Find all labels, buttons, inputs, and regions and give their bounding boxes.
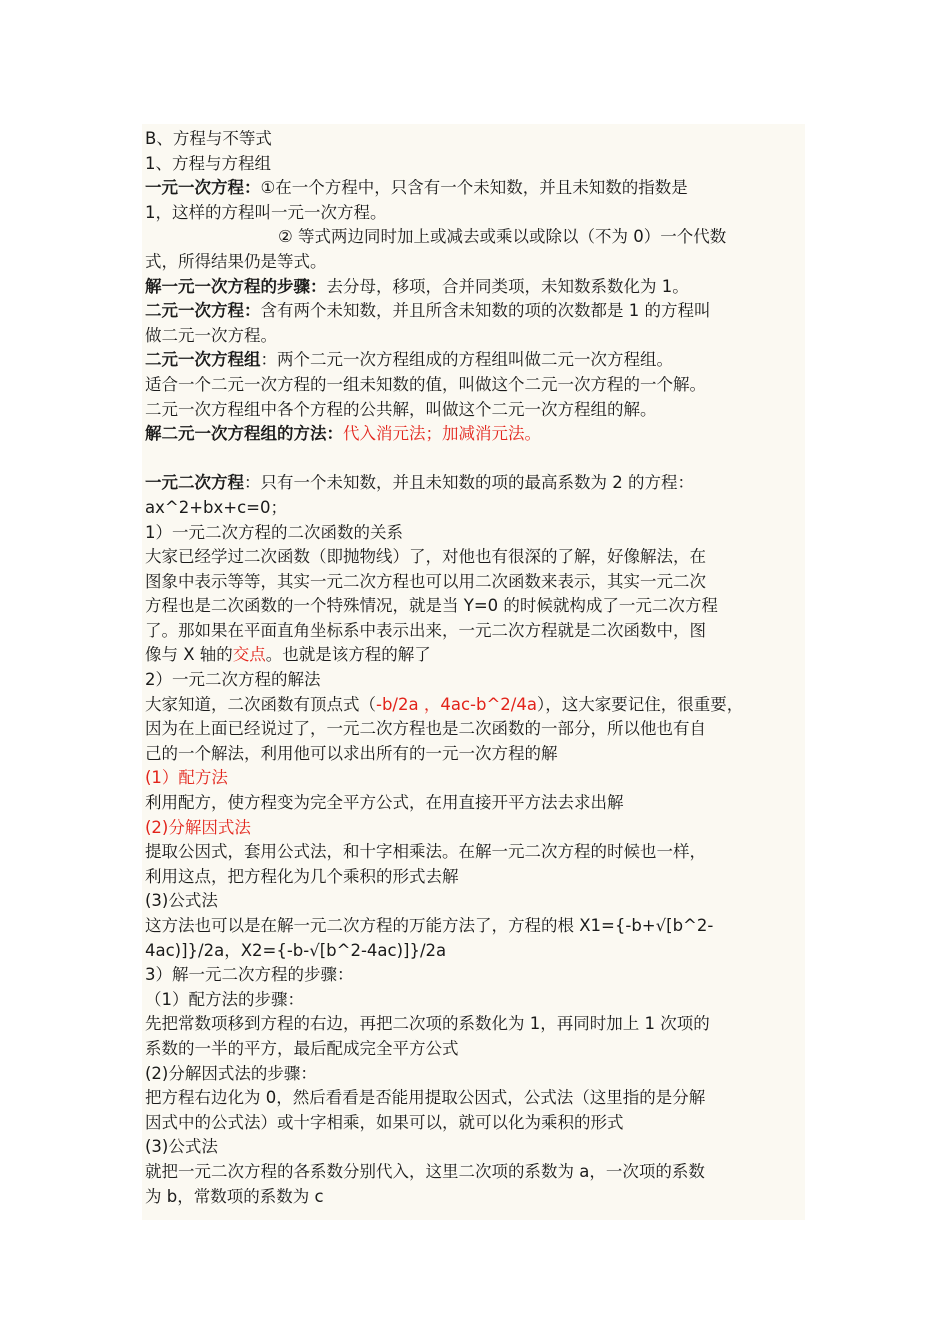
bold-term: 一元一次方程： — [145, 178, 261, 198]
text-line — [145, 201, 835, 226]
highlighted-text: 代入消元法；加减消元法。 — [343, 424, 541, 444]
text-line — [145, 176, 835, 201]
text-line — [145, 324, 835, 349]
text-segment: 图象中表示等等，其实一元二次方程也可以用二次函数来表示，其实一元二次 — [145, 571, 706, 591]
text-segment: ：两个二元一次方程组成的方程组叫做二元一次方程组。 — [260, 350, 673, 370]
text-segment: 去分母，移项，合并同类项，未知数系数化为 1。 — [326, 276, 689, 296]
text-line — [145, 398, 835, 423]
text-segment: 方程也是二次函数的一个特殊情况，就是当 Y=0 的时候就构成了一元二次方程 — [145, 596, 718, 616]
text-segment: 1）一元二次方程的二次函数的关系 — [145, 522, 403, 542]
text-segment: 了。那如果在平面直角坐标系中表示出来，一元二次方程就是二次函数中，图 — [145, 620, 706, 640]
text-line — [145, 471, 835, 496]
text-line — [145, 766, 835, 791]
text-segment: ），这大家要记住，很重要， — [536, 694, 744, 714]
text-line — [145, 742, 835, 767]
text-segment: B、方程与不等式 — [145, 129, 272, 148]
text-segment: 4ac)]}/2a，X2={-b-√[b^2-4ac)]}/2a — [145, 940, 447, 960]
text-line — [145, 225, 835, 250]
text-segment: 利用配方，使方程变为完全平方公式，在用直接开平方法去求出解 — [145, 793, 624, 813]
text-line — [145, 988, 835, 1013]
text-line — [145, 1012, 835, 1037]
text-line — [145, 545, 835, 570]
text-segment: (3)公式法 — [145, 891, 218, 911]
text-segment: 系数的一半的平方，最后配成完全平方公式 — [145, 1038, 459, 1058]
text-line — [145, 521, 835, 546]
text-segment: 己的一个解法，利用他可以求出所有的一元一次方程的解 — [145, 743, 558, 763]
text-segment: 1，这样的方程叫一元一次方程。 — [145, 202, 387, 222]
text-segment: 因为在上面已经说过了，一元二次方程也是二次函数的一部分，所以他也有自 — [145, 719, 706, 739]
text-segment: ①在一个方程中，只含有一个未知数，并且未知数的指数是 — [260, 178, 688, 198]
text-line — [145, 1062, 835, 1087]
text-segment: 像与 X 轴的 — [145, 645, 233, 665]
text-line — [145, 373, 835, 398]
text-segment: 先把常数项移到方程的右边，再把二次项的系数化为 1，再同时加上 1 次项的 — [145, 1014, 710, 1034]
text-segment: 因式中的公式法）或十字相乘，如果可以，就可以化为乘积的形式 — [145, 1112, 624, 1132]
text-segment: 大家已经学过二次函数（即抛物线）了，对他也有很深的了解，好像解法，在 — [145, 547, 706, 567]
text-segment: 把方程右边化为 0，然后看看是否能用提取公因式，公式法（这里指的是分解 — [145, 1088, 706, 1108]
text-line — [145, 889, 835, 914]
text-line — [145, 643, 835, 668]
text-line — [145, 1135, 835, 1160]
text-line — [145, 570, 835, 595]
document-body — [145, 127, 835, 1209]
text-segment: 二元一次方程组中各个方程的公共解，叫做这个二元一次方程组的解。 — [145, 399, 657, 419]
text-segment: 为 b，常数项的系数为 c — [145, 1186, 324, 1206]
highlighted-text: -b/2a ，4ac-b^2/4a — [376, 694, 537, 714]
text-segment: 适合一个二元一次方程的一组未知数的值，叫做这个二元一次方程的一个解。 — [145, 374, 706, 394]
text-line — [145, 914, 835, 939]
text-line — [145, 299, 835, 324]
text-line — [145, 1160, 835, 1185]
text-segment: 这方法也可以是在解一元二次方程的万能方法了，方程的根 X1={-b+√[b^2- — [145, 916, 714, 935]
text-line — [145, 865, 835, 890]
text-segment: 做二元一次方程。 — [145, 325, 277, 345]
text-line — [145, 1185, 835, 1210]
text-line — [145, 840, 835, 865]
text-line — [145, 791, 835, 816]
highlighted-text: 交点 — [232, 645, 266, 665]
highlighted-text: (1）配方法 — [145, 768, 228, 788]
text-line — [145, 594, 835, 619]
blank-line — [145, 447, 835, 472]
text-line — [145, 127, 835, 152]
text-line — [145, 668, 835, 693]
bold-term: 解二元一次方程组的方法： — [145, 424, 343, 444]
text-segment: （1）配方法的步骤： — [145, 989, 304, 1009]
bold-term: 二元一次方程： — [145, 301, 261, 321]
text-segment: 利用这点，把方程化为几个乘积的形式去解 — [145, 866, 459, 886]
bold-term: 一元二次方程 — [145, 473, 244, 493]
text-line — [145, 1111, 835, 1136]
text-line — [145, 152, 835, 177]
text-line — [145, 939, 835, 964]
text-segment: ：只有一个未知数，并且未知数的项的最高系数为 2 的方程： — [244, 473, 694, 493]
text-segment: (3)公式法 — [145, 1137, 218, 1157]
text-line — [145, 496, 835, 521]
text-segment: ax^2+bx+c=0； — [145, 497, 287, 517]
text-line — [145, 250, 835, 275]
text-segment: ② 等式两边同时加上或减去或乘以或除以（不为 0）一个代数 — [278, 227, 727, 247]
text-segment: 。也就是该方程的解了 — [265, 645, 431, 665]
text-segment: 式，所得结果仍是等式。 — [145, 251, 327, 271]
text-line — [145, 275, 835, 300]
text-segment: (2)分解因式法的步骤： — [145, 1063, 317, 1083]
text-segment: 2）一元二次方程的解法 — [145, 670, 321, 690]
text-line — [145, 619, 835, 644]
bold-term: 二元一次方程组 — [145, 350, 261, 370]
highlighted-text: (2)分解因式法 — [145, 817, 251, 837]
text-segment: 1、方程与方程组 — [145, 153, 271, 173]
bold-term: 解一元一次方程的步骤： — [145, 276, 327, 296]
text-line — [145, 348, 835, 373]
text-line — [145, 422, 835, 447]
text-line — [145, 1037, 835, 1062]
text-line — [145, 693, 835, 718]
text-line — [145, 963, 835, 988]
text-segment: 含有两个未知数，并且所含未知数的项的次数都是 1 的方程叫 — [260, 301, 711, 321]
text-segment: 大家知道，二次函数有顶点式（ — [145, 694, 376, 714]
text-segment: 3）解一元二次方程的步骤： — [145, 965, 354, 985]
text-line — [145, 1086, 835, 1111]
text-line — [145, 816, 835, 841]
text-segment: 就把一元二次方程的各系数分别代入，这里二次项的系数为 a，一次项的系数 — [145, 1161, 705, 1181]
text-segment: 提取公因式，套用公式法，和十字相乘法。在解一元二次方程的时候也一样， — [145, 842, 706, 862]
text-line — [145, 717, 835, 742]
